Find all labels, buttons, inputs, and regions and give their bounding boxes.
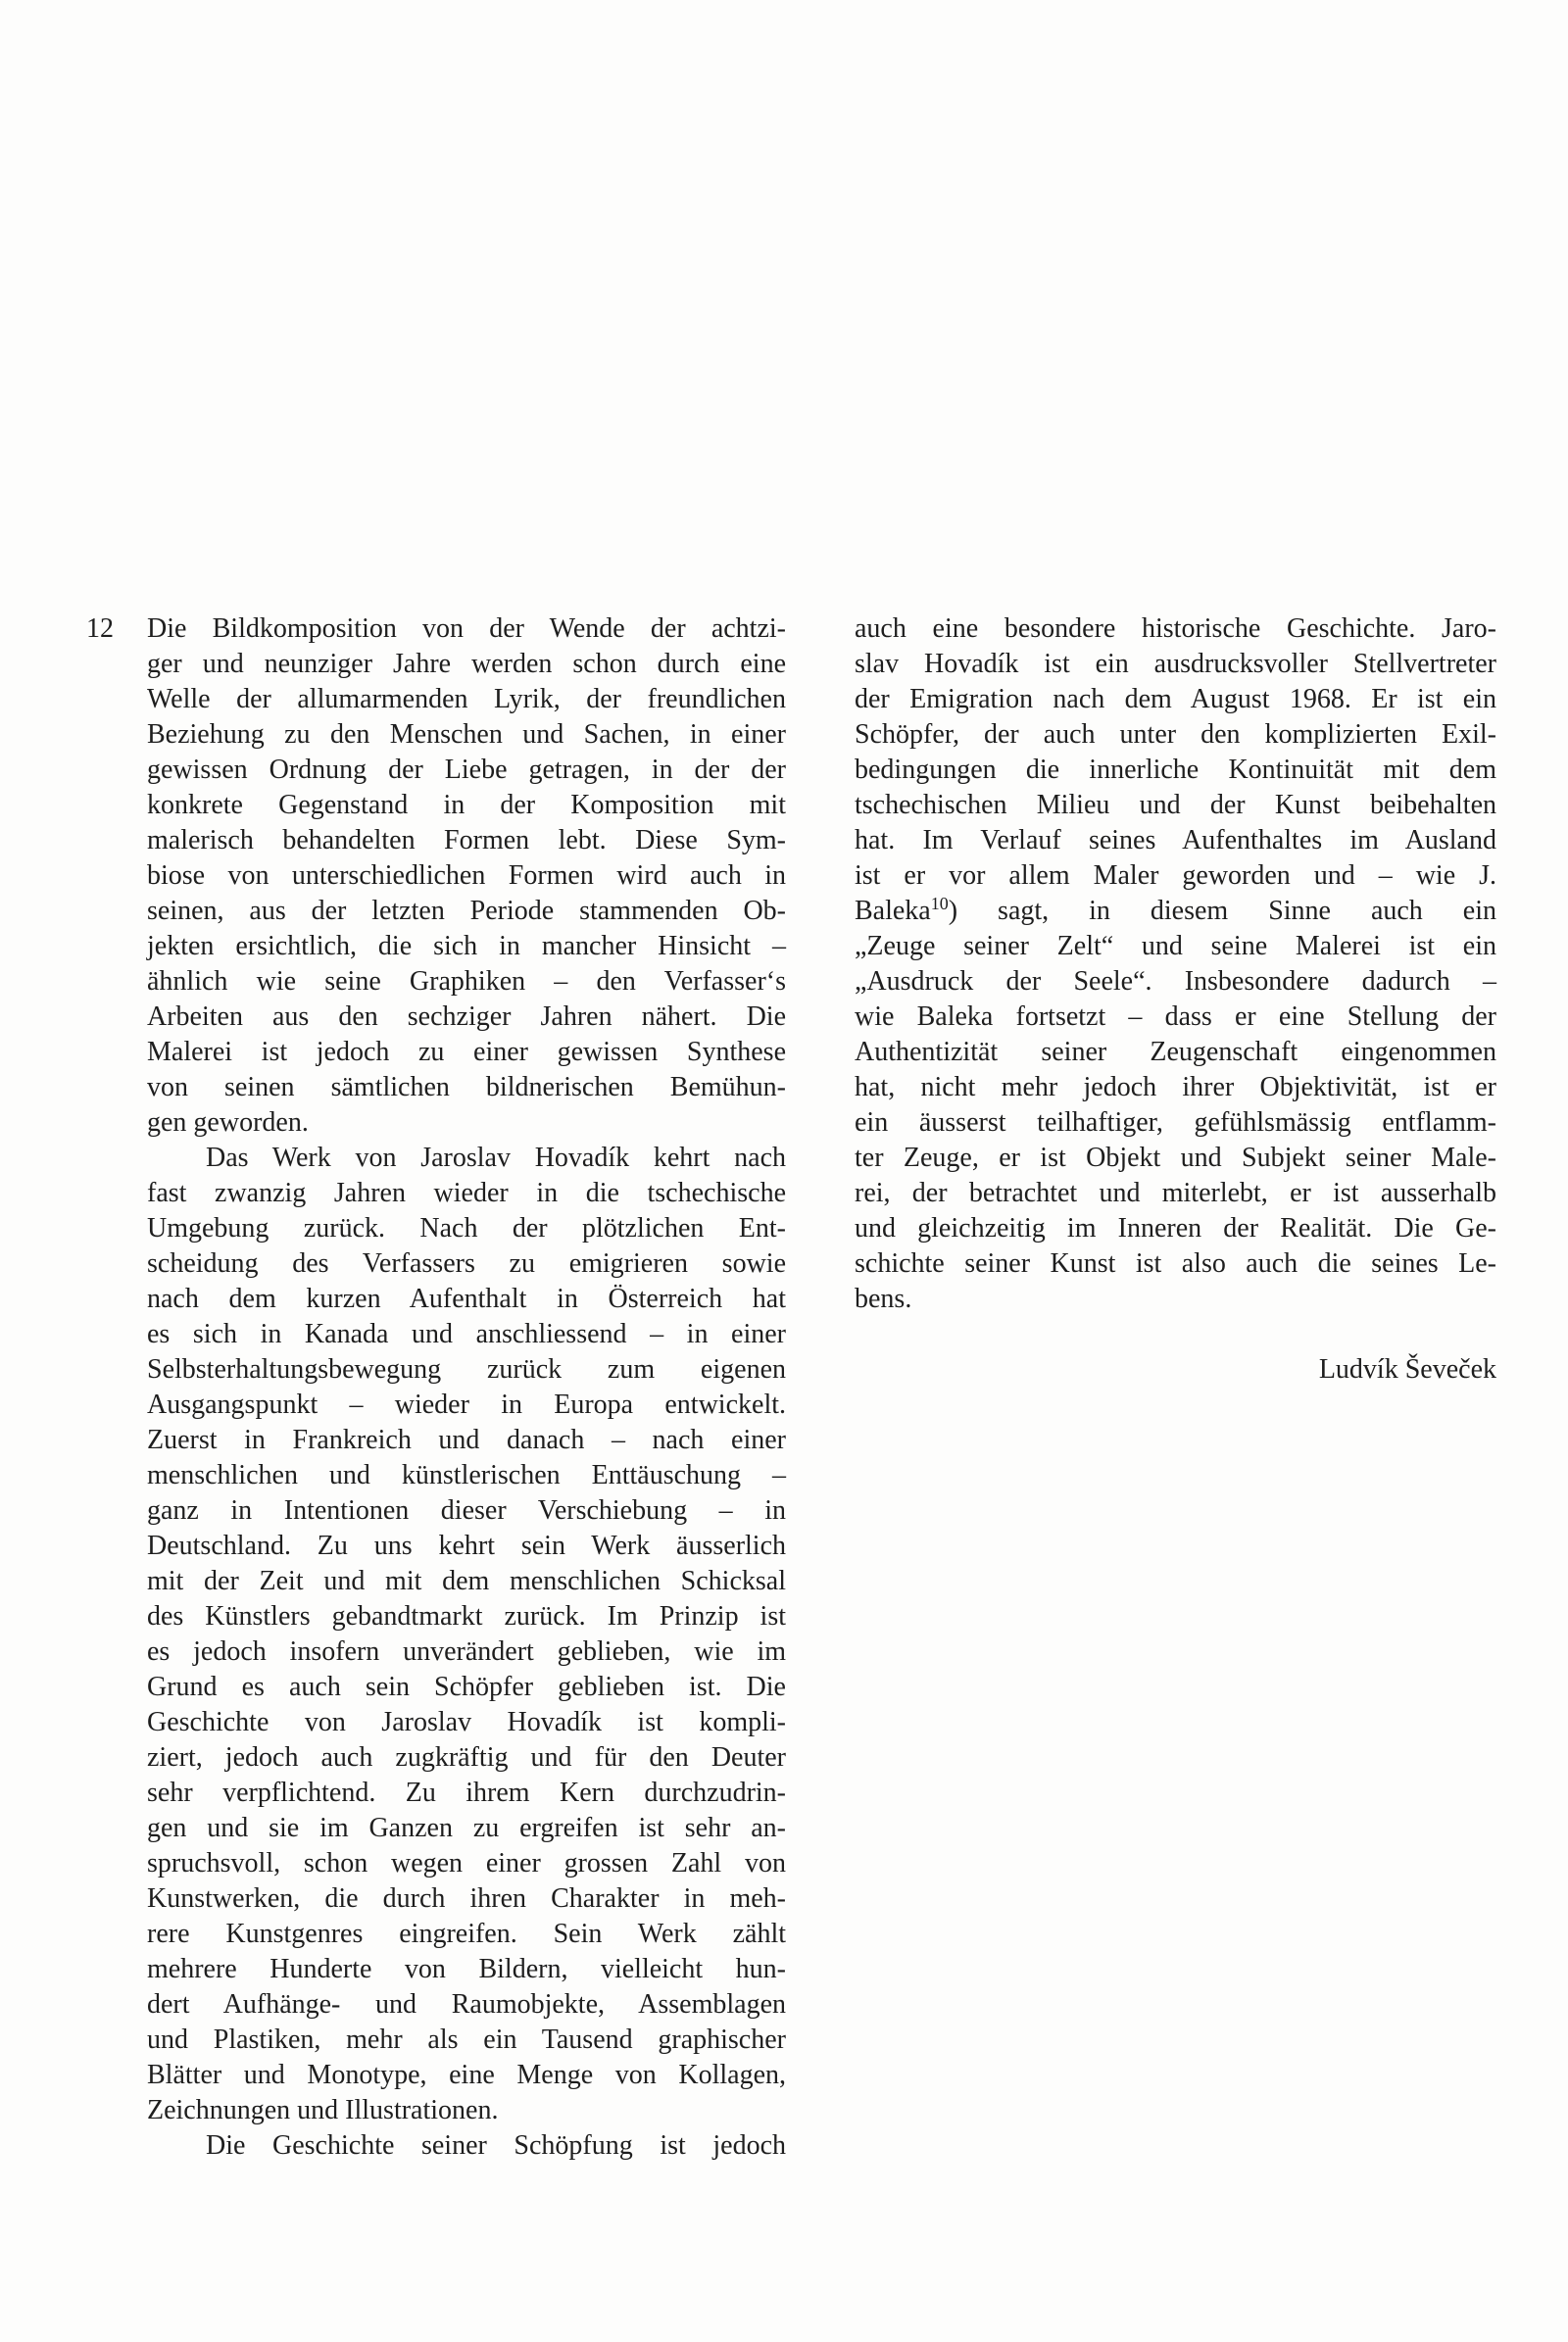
text-line: wie Baleka fortsetzt – dass er eine Stellung der: [855, 1001, 1496, 1032]
text-line: Arbeiten aus den sechziger Jahren nähert. Die: [147, 1001, 786, 1032]
text-line: rere Kunstgenres eingreifen. Sein Werk zählt: [147, 1919, 786, 1949]
paragraph-first-line: Das Werk von Jaroslav Hovadík kehrt nach: [206, 1143, 786, 1173]
text-line: auch eine besondere historische Geschichte. Jaro-: [855, 613, 1496, 644]
text-line: Kunstwerken, die durch ihren Charakter in meh-: [147, 1883, 786, 1914]
text-line: Zuerst in Frankreich und danach – nach einer: [147, 1425, 786, 1455]
text-line: dert Aufhänge- und Raumobjekte, Assemblagen: [147, 1989, 786, 2020]
text-line: konkrete Gegenstand in der Komposition mit: [147, 790, 786, 820]
text-line: hat. Im Verlauf seines Aufenthaltes im Ausland: [855, 825, 1496, 855]
left-column: [147, 611, 786, 2164]
text-line: Beziehung zu den Menschen und Sachen, in einer: [147, 719, 786, 750]
text-line: Blätter und Monotype, eine Menge von Kollagen,: [147, 2060, 786, 2090]
text-line: mit der Zeit und mit dem menschlichen Schicksal: [147, 1566, 786, 1596]
baleka-name: Baleka: [855, 896, 931, 926]
text-line: spruchsvoll, schon wegen einer grossen Zahl von: [147, 1848, 786, 1878]
text-line: menschlichen und künstlerischen Enttäuschung –: [147, 1460, 786, 1490]
text-line: „Ausdruck der Seele“. Insbesondere dadurch –: [855, 966, 1496, 997]
text-line: ganz in Intentionen dieser Verschiebung – in: [147, 1495, 786, 1526]
text-line: „Zeuge seiner Zelt“ und seine Malerei ist ein: [855, 931, 1496, 961]
text-line: Welle der allumarmenden Lyrik, der freundlichen: [147, 684, 786, 714]
text-line: fast zwanzig Jahren wieder in die tschechische: [147, 1178, 786, 1208]
text-line: rei, der betrachtet und miterlebt, er ist ausserhalb: [855, 1178, 1496, 1208]
text-line: und gleichzeitig im Inneren der Realität. Die Ge-: [855, 1213, 1496, 1244]
text-line: Malerei ist jedoch zu einer gewissen Synthese: [147, 1037, 786, 1067]
text-line: der Emigration nach dem August 1968. Er ist ein: [855, 684, 1496, 714]
text-line: nach dem kurzen Aufenthalt in Österreich hat: [147, 1284, 786, 1314]
text-line: Die Bildkomposition von der Wende der achtzi-: [147, 613, 786, 644]
text-line: jekten ersichtlich, die sich in mancher Hinsicht –: [147, 931, 786, 961]
text-line: bens.: [855, 1284, 912, 1314]
text-line: Umgebung zurück. Nach der plötzlichen Ent-: [147, 1213, 786, 1244]
text-line: ist er vor allem Maler geworden und – wie J.: [855, 860, 1496, 891]
text-line: Authentizität seiner Zeugenschaft eingenommen: [855, 1037, 1496, 1067]
baleka-line-rest: ) sagt, in diesem Sinne auch ein: [948, 896, 1496, 926]
text-line: sehr verpflichtend. Zu ihrem Kern durchzudrin-: [147, 1778, 786, 1808]
text-line: slav Hovadík ist ein ausdrucksvoller Stellvertreter: [855, 649, 1496, 679]
text-line: es sich in Kanada und anschliessend – in einer: [147, 1319, 786, 1349]
text-line: seinen, aus der letzten Periode stammenden Ob-: [147, 896, 786, 926]
text-line: gen geworden.: [147, 1107, 309, 1138]
author-signature: Ludvík Ševeček: [1318, 1354, 1496, 1385]
text-line: Schöpfer, der auch unter den komplizierten Exil-: [855, 719, 1496, 750]
text-line: ähnlich wie seine Graphiken – den Verfasser‘s: [147, 966, 786, 997]
text-line: Selbsterhaltungsbewegung zurück zum eigenen: [147, 1354, 786, 1385]
paragraph-first-line: Die Geschichte seiner Schöpfung ist jedoch: [206, 2130, 786, 2161]
text-line: Deutschland. Zu uns kehrt sein Werk äusserlich: [147, 1531, 786, 1561]
text-line: ziert, jedoch auch zugkräftig und für den Deuter: [147, 1742, 786, 1773]
text-line: Ausgangspunkt – wieder in Europa entwickelt.: [147, 1390, 786, 1420]
text-line: Geschichte von Jaroslav Hovadík ist kompli-: [147, 1707, 786, 1737]
text-line: ter Zeuge, er ist Objekt und Subjekt seiner Male-: [855, 1143, 1496, 1173]
page-number: 12: [86, 613, 114, 644]
text-line: malerisch behandelten Formen lebt. Diese Sym-: [147, 825, 786, 855]
text-line: von seinen sämtlichen bildnerischen Bemühun-: [147, 1072, 786, 1102]
text-line: gewissen Ordnung der Liebe getragen, in der der: [147, 755, 786, 785]
text-line: tschechischen Milieu und der Kunst beibehalten: [855, 790, 1496, 820]
text-line: Zeichnungen und Illustrationen.: [147, 2095, 499, 2125]
text-line: scheidung des Verfassers zu emigrieren sowie: [147, 1248, 786, 1279]
text-line: ein äusserst teilhaftiger, gefühlsmässig entflamm-: [855, 1107, 1496, 1138]
text-line: und Plastiken, mehr als ein Tausend graphischer: [147, 2025, 786, 2055]
text-line: bedingungen die innerliche Kontinuität mit dem: [855, 755, 1496, 785]
text-line: ger und neunziger Jahre werden schon durch eine: [147, 649, 786, 679]
text-line: schichte seiner Kunst ist also auch die seines Le-: [855, 1248, 1496, 1279]
text-line: des Künstlers gebandtmarkt zurück. Im Prinzip ist: [147, 1601, 786, 1632]
text-line: hat, nicht mehr jedoch ihrer Objektivität, ist er: [855, 1072, 1496, 1102]
right-column: [855, 611, 1496, 1388]
footnote-reference: 10: [930, 894, 949, 913]
text-line: gen und sie im Ganzen zu ergreifen ist sehr an-: [147, 1813, 786, 1843]
text-line: Grund es auch sein Schöpfer geblieben ist. Die: [147, 1672, 786, 1702]
text-line: biose von unterschiedlichen Formen wird auch in: [147, 860, 786, 891]
text-line: mehrere Hunderte von Bildern, vielleicht hun-: [147, 1954, 786, 1984]
text-line: es jedoch insofern unverändert geblieben, wie im: [147, 1636, 786, 1667]
text-line-with-footnote: [855, 894, 1496, 929]
